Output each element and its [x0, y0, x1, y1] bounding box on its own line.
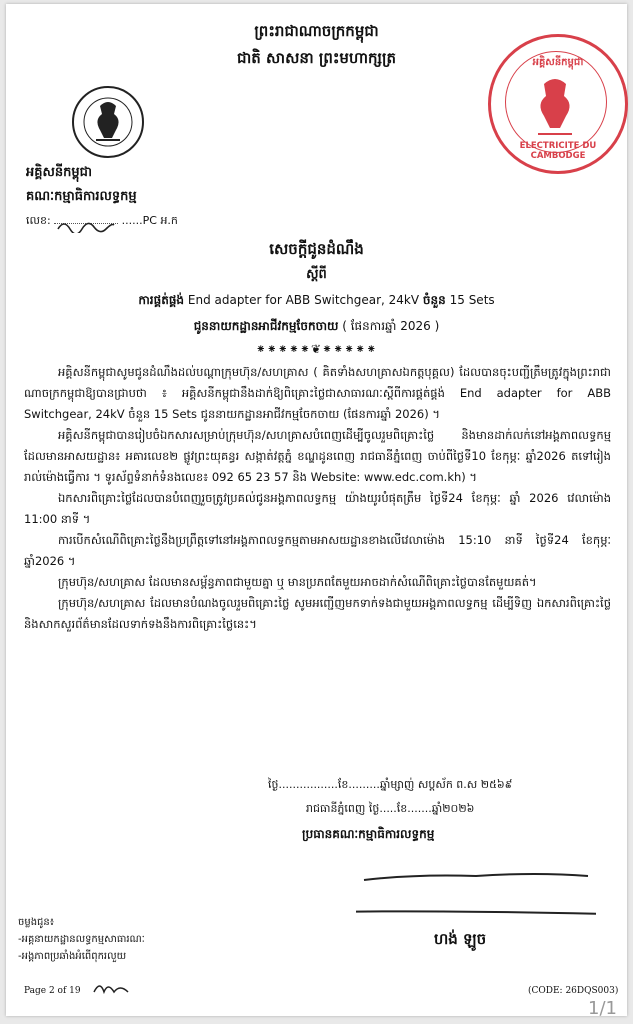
notice-title: សេចក្តីជូនដំណឹង: [269, 240, 364, 258]
official-stamp: [488, 34, 628, 174]
stamp-text-top: អគ្គិសនីកម្ពុជា: [532, 57, 584, 68]
notice-recipient: [6, 318, 627, 336]
signatory-name: ហង់ ឡូច: [434, 930, 487, 948]
subject-item: End adapter for ABB Switchgear, 24kV: [187, 293, 420, 307]
procurement-committee: គណៈកម្មាធិការលទ្ធកម្ម: [26, 189, 137, 204]
ref-handwritten: [54, 223, 118, 224]
subject-qty: 15 Sets: [449, 293, 495, 307]
subject-supply-label: ការផ្គត់ផ្គង់: [138, 293, 185, 307]
cc-item: -អគ្គនាយកដ្ឋានលទ្ធកម្មសាធារណៈ: [18, 934, 145, 945]
document-code: (CODE: 26DQS003): [528, 986, 619, 996]
cc-item: -អង្គភាពប្រឆាំងអំពើពុករលួយ: [18, 951, 127, 962]
plan-year: ( ផែនការឆ្នាំ 2026 ): [342, 319, 440, 333]
notice-subject-label: ស្តីពី: [306, 267, 327, 282]
paragraph-documents: អគ្គិសនីកម្ពុជាបានរៀបចំឯកសារសម្រាប់ក្រុមហ៊ុន/សហគ្រាសបំពេញដើម្បីចូលរួមពិគ្រោះថ្លៃ និងមានដាក់លក់នៅអង្គភាពលទ្ធកម្ម ដែលមានអាសយដ្ឋាន៖ អគារលេខ២ ផ្លូវព្រះយុគន្ធរ សង្កាត់វត្តភ្នំ ខណ្ឌដូនពេញ រាជធានីភ្នំពេញ ចាប់ពីថ្ងៃទី10 ខែកុម្ភៈ ឆ្នាំ2026 តទៅរៀងរាល់ម៉ោងធ្វើការ ។ ទូរស័ព្ទទំនាក់ទំនងលេខ៖ 092 65 23 57 និង Website: www.edc.com.kh) ។: [24, 428, 611, 484]
subject-qty-label: ចំនួន: [422, 293, 446, 307]
paragraph-single-bid: ក្រុមហ៊ុន/សហគ្រាស ដែលមានសម្ព័ន្ធភាពជាមួយគ្នា ឬ មានប្រភពតែមួយអាចដាក់សំណើពិគ្រោះថ្លៃបានតែមួយគត់។: [58, 575, 537, 589]
stamp-text-bottom: ELECTRICITE DU CAMBODGE: [519, 141, 597, 161]
ref-suffix: ......PC អ.ក: [121, 214, 178, 227]
cc-block: [18, 914, 145, 965]
paragraph-deadline: ឯកសារពិគ្រោះថ្លៃដែលបានបំពេញរួចត្រូវប្រគល់ជូនអង្គភាពលទ្ធកម្ម យ៉ាងយូរបំផុតត្រឹម ថ្ងៃទី24 ខែកុម្ភៈ ឆ្នាំ 2026 វេលាម៉ោង 11:00 នាទី ។: [24, 491, 611, 526]
paragraph-contact: ក្រុមហ៊ុន/សហគ្រាស ដែលមានបំណងចូលរួមពិគ្រោះថ្លៃ សូមអញ្ជើញមកទាក់ទងជាមួយអង្គភាពលទ្ធកម្ម ដើម្បីទិញ ឯកសារពិគ្រោះថ្លៃ និងសាកសួរព័ត៌មានដែលទាក់ទងនឹងការពិគ្រោះថ្លៃនេះ។: [24, 596, 611, 631]
page-number: Page 2 of 19: [24, 986, 81, 996]
viewer-page-indicator: 1/1: [588, 998, 617, 1019]
reference-number: [26, 214, 178, 230]
solar-date: រាជធានីភ្នំពេញ ថ្ងៃ.....ខែ.......ឆ្នាំ២០២៦: [306, 802, 475, 815]
ref-label: លេខ:: [26, 214, 51, 227]
cc-label: ចម្លងជូន៖: [18, 917, 55, 928]
lunar-date: ថ្ងៃ.................ខែ.........ឆ្នាំម្សាញ់ សប្តស័ក ព.ស ២៥៦៩: [268, 778, 513, 791]
paragraph-announcement: អគ្គិសនីកម្ពុជាសូមជូនដំណឹងដល់បណ្ដាក្រុមហ៊ុន/សហគ្រាស ( គិតទាំងសហគ្រាសឯកត្តបុគ្គល) ដែលបានចុះបញ្ជីត្រឹមត្រូវក្នុងព្រះរាជាណាចក្រកម្ពុជាឱ្យបានជ្រាបថា ៖ អគ្គិសនីកម្ពុជានឹងដាក់ឱ្យពិគ្រោះថ្លៃជាសាធារណៈស្តីពីការផ្គត់ផ្គង់ End adapter for ABB Switchgear, 24kV ចំនួន 15 Sets ជូននាយកដ្ឋានអាជីវកម្មចែកចាយ (ផែនការឆ្នាំ 2026) ។: [24, 365, 611, 421]
initials: [92, 978, 132, 1002]
notice-body: [24, 362, 611, 635]
signatory-title: ប្រធានគណៈកម្មាធិការលទ្ធកម្ម: [302, 827, 435, 841]
edc-logo: [70, 84, 146, 160]
handwritten-signature: [356, 852, 596, 922]
title-ornament: ⁕⁕⁕⁕⁕❦⁕⁕⁕⁕⁕: [255, 342, 378, 356]
org-name: អគ្គិសនីកម្ពុជា: [26, 165, 93, 180]
recipient-department: ជូននាយកដ្ឋានអាជីវកម្មចែកចាយ: [193, 319, 339, 333]
notice-subject: [6, 292, 627, 310]
kingdom-heading: ព្រះរាជាណាចក្រកម្ពុជា: [254, 22, 379, 40]
national-motto: ជាតិ សាសនា ព្រះមហាក្សត្រ: [237, 49, 396, 67]
paragraph-opening: ការបើកសំណើពិគ្រោះថ្លៃនឹងប្រព្រឹត្តទៅនៅអង្គភាពលទ្ធកម្មតាមអាសយដ្ឋានខាងលើវេលាម៉ោង 15:10 នាទី ថ្ងៃទី24 ខែកុម្ភៈ ឆ្នាំ2026 ។: [24, 533, 611, 568]
document-page: [6, 4, 627, 1016]
